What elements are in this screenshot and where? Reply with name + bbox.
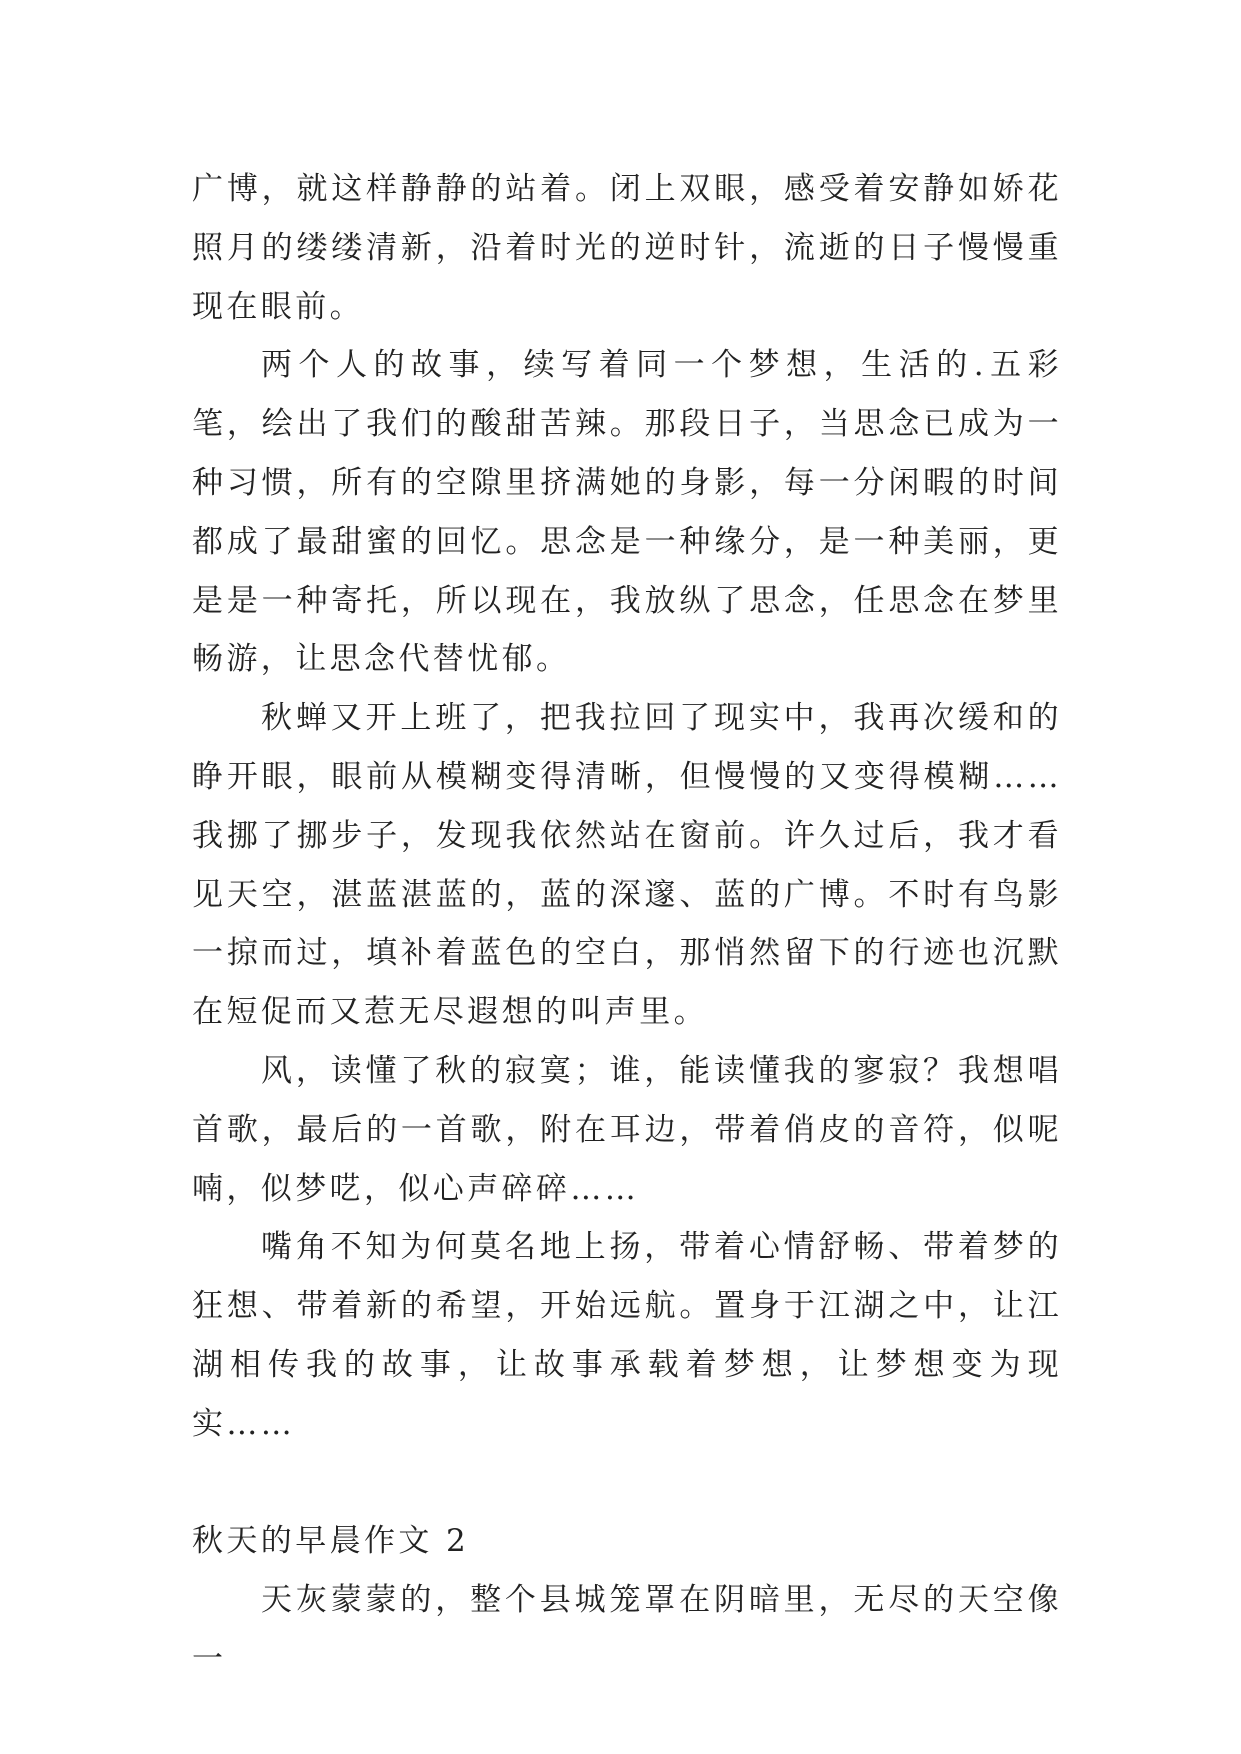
section-heading: 秋天的早晨作文 2 (192, 1523, 470, 1560)
paragraph: 嘴角不知为何莫名地上扬，带着心情舒畅、带着梦的狂想、带着新的希望，开始远航。置身于江湖之中，让江湖相传我的故事，让故事承载着梦想，让梦想变为现实…… (192, 1229, 1062, 1442)
document-body (192, 160, 1062, 1689)
paragraph: 天灰蒙蒙的，整个县城笼罩在阴暗里，无尽的天空像一 (192, 1582, 1062, 1677)
paragraph: 风，读懂了秋的寂寞；谁，能读懂我的寥寂？我想唱首歌，最后的一首歌，附在耳边，带着俏皮的音符，似呢喃，似梦呓，似心声碎碎…… (192, 1052, 1062, 1207)
paragraph: 秋蝉又开上班了，把我拉回了现实中，我再次缓和的睁开眼，眼前从模糊变得清晰，但慢慢的又变得模糊……我挪了挪步子，发现我依然站在窗前。许久过后，我才看见天空，湛蓝湛蓝的，蓝的深邃、蓝的广博。不时有鸟影一掠而过，填补着蓝色的空白，那悄然留下的行迹也沉默在短促而又惹无尽遐想的叫声里。 (192, 700, 1062, 1031)
paragraph: 两个人的故事，续写着同一个梦想，生活的.五彩笔，绘出了我们的酸甜苦辣。那段日子，当思念已成为一种习惯，所有的空隙里挤满她的身影，每一分闲暇的时间都成了最甜蜜的回忆。思念是一种缘分，是一种美丽，更是是一种寄托，所以现在，我放纵了思念，任思念在梦里畅游，让思念代替忧郁。 (192, 347, 1062, 678)
paragraph-continued: 广博，就这样静静的站着。闭上双眼，感受着安静如娇花照月的缕缕清新，沿着时光的逆时针，流逝的日子慢慢重现在眼前。 (192, 171, 1062, 325)
